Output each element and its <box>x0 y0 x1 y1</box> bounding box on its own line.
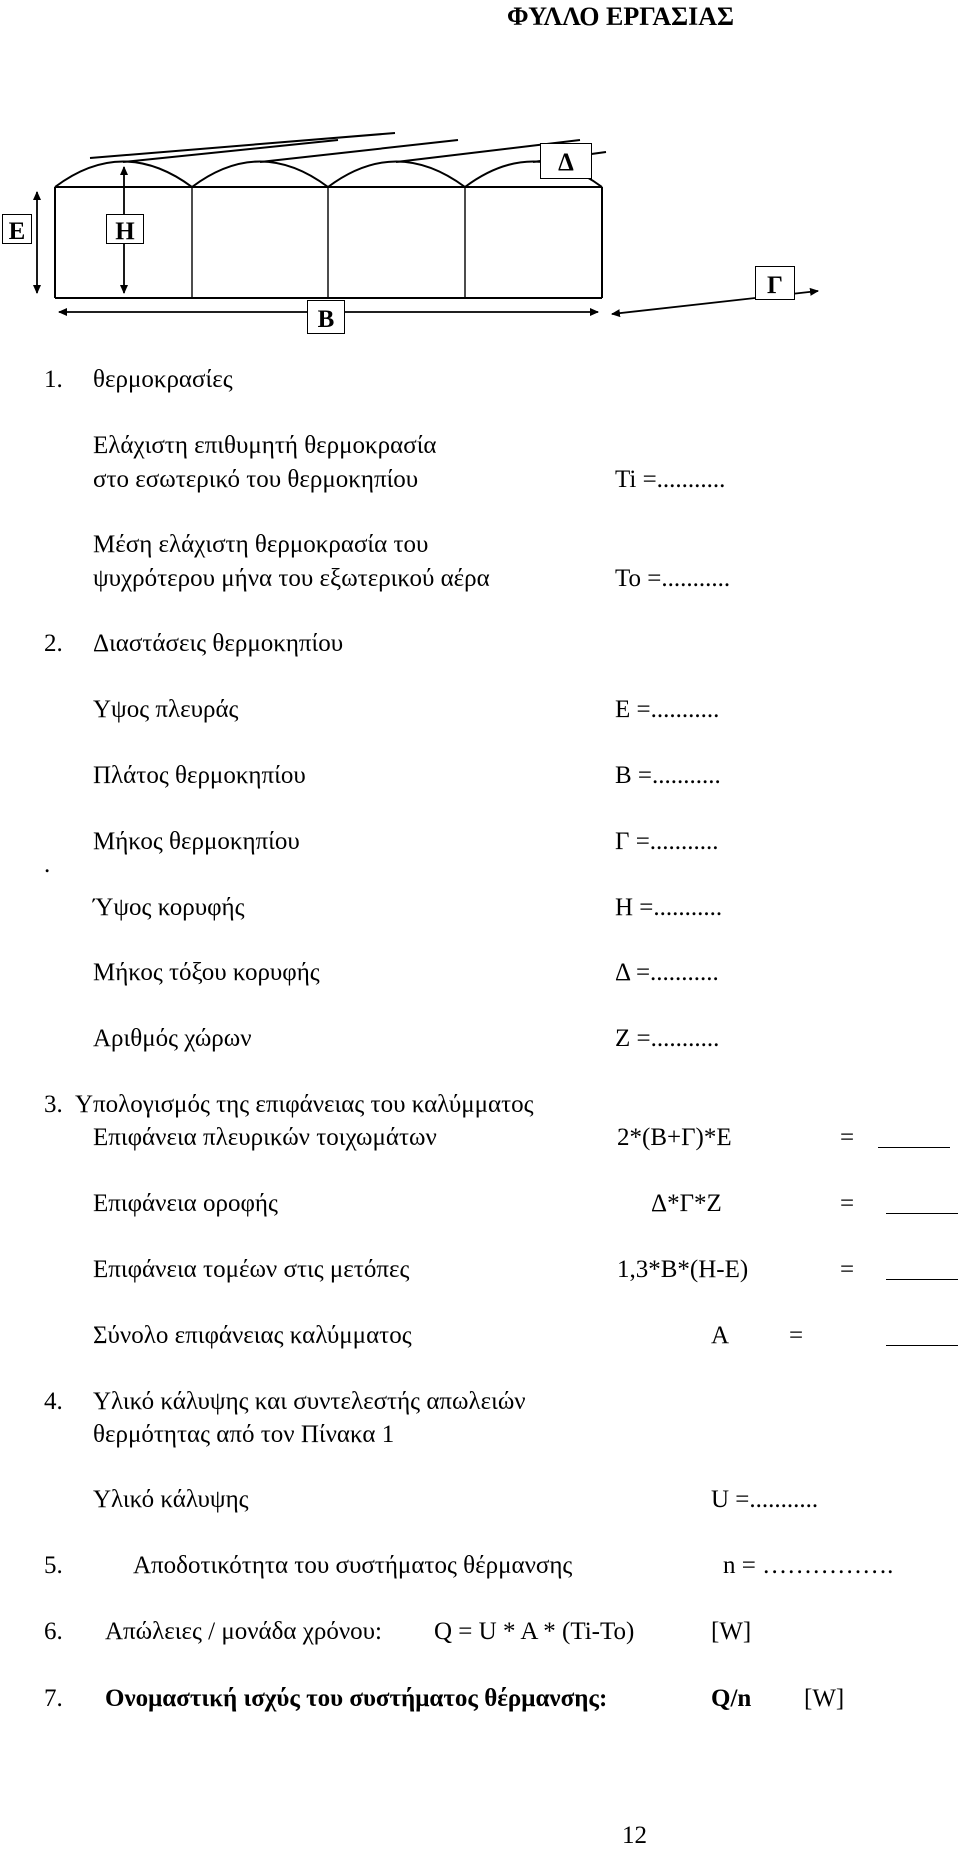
ridge-height-value: Η =........... <box>615 894 723 921</box>
section7-number: 7. <box>44 1685 63 1712</box>
length-label: Μήκος θερμοκηπίου <box>93 828 300 855</box>
label-G-box: Γ <box>755 266 795 300</box>
label-D-box: Δ <box>540 143 592 179</box>
spans-count-value: Ζ =........... <box>615 1025 720 1052</box>
section4-line1: Υλικό κάλυψης και συντελεστής απωλειών <box>93 1388 526 1415</box>
min-desired-temp-line2: στο εσωτερικό του θερμοκηπίου <box>93 466 419 493</box>
mean-min-temp-line1: Μέση ελάχιστη θερμοκρασία του <box>93 531 429 558</box>
width-value: Β =........... <box>615 762 721 789</box>
page-title: ΦΥΛΛΟ ΕΡΓΑΣΙΑΣ <box>507 2 735 31</box>
side-walls-area-formula: 2*(Β+Γ)*Ε <box>617 1124 732 1151</box>
roof-area-label: Επιφάνεια οροφής <box>93 1190 278 1217</box>
gable-area-blank <box>886 1279 958 1280</box>
section6-number: 6. <box>44 1618 63 1645</box>
total-area-eq: = <box>789 1322 804 1349</box>
material-label: Υλικό κάλυψης <box>93 1486 249 1513</box>
section2-heading: Διαστάσεις θερμοκηπίου <box>93 630 344 657</box>
gable-area-formula: 1,3*Β*(Η-Ε) <box>617 1256 749 1283</box>
roof-area-eq: = <box>840 1190 855 1217</box>
side-walls-area-blank <box>878 1147 950 1148</box>
total-area-label: Σύνολο επιφάνειας καλύμματος <box>93 1322 412 1349</box>
ridge-height-label: Ύψος κορυφής <box>93 894 245 921</box>
nominal-power-unit: [W] <box>804 1685 845 1712</box>
side-height-label: Υψος πλευράς <box>93 696 239 723</box>
label-E-box: Ε <box>2 214 32 244</box>
side-height-value: Ε =........... <box>615 696 720 723</box>
arc-length-label: Μήκος τόξου κορυφής <box>93 959 320 986</box>
section2-number: 2. <box>44 630 63 657</box>
section1-number: 1. <box>44 366 63 393</box>
min-desired-temp-line1: Ελάχιστη επιθυμητή θερμοκρασία <box>93 432 437 459</box>
section5-number: 5. <box>44 1552 63 1579</box>
section1-heading: θερμοκρασίες <box>93 366 233 393</box>
section4-line2: θερμότητας από τον Πίνακα 1 <box>93 1421 395 1448</box>
u-value: U =........... <box>711 1486 819 1513</box>
efficiency-value: n = ……………. <box>723 1552 894 1579</box>
losses-unit: [W] <box>711 1618 752 1645</box>
stray-dot: . <box>44 851 51 878</box>
length-value: Γ =........... <box>615 828 719 855</box>
mean-min-temp-line2: ψυχρότερου μήνα του εξωτερικού αέρα <box>93 565 490 592</box>
label-H-box: Η <box>106 214 144 244</box>
roof-area-formula: Δ*Γ*Ζ <box>651 1190 722 1217</box>
greenhouse-diagram <box>0 0 960 340</box>
nominal-power-formula: Q/n <box>711 1685 752 1712</box>
nominal-power-label: Ονομαστική ισχύς του συστήματος θέρμανσης: <box>105 1685 608 1712</box>
label-B-box: Β <box>307 300 345 334</box>
section3-heading: Υπολογισμός της επιφάνειας του καλύμματος <box>75 1091 534 1118</box>
total-area-blank <box>886 1345 958 1346</box>
losses-label: Απώλειες / μονάδα χρόνου: <box>105 1618 382 1645</box>
spans-count-label: Αριθμός χώρων <box>93 1025 252 1052</box>
efficiency-label: Αποδοτικότητα του συστήματος θέρμανσης <box>133 1552 573 1579</box>
to-value: To =........... <box>615 565 731 592</box>
roof-area-blank <box>886 1213 958 1214</box>
ti-value: Ti =........... <box>615 466 726 493</box>
total-area-symbol: Α <box>711 1322 730 1349</box>
side-walls-area-label: Επιφάνεια πλευρικών τοιχωμάτων <box>93 1124 437 1151</box>
page-number: 12 <box>622 1822 647 1849</box>
section4-number: 4. <box>44 1388 63 1415</box>
width-label: Πλάτος θερμοκηπίου <box>93 762 306 789</box>
section3-number: 3. <box>44 1091 63 1118</box>
side-walls-area-eq: = <box>840 1124 855 1151</box>
losses-formula: Q = U * A * (Ti-To) <box>434 1618 635 1645</box>
arc-length-value: Δ =........... <box>615 959 719 986</box>
gable-area-eq: = <box>840 1256 855 1283</box>
gable-area-label: Επιφάνεια τομέων στις μετόπες <box>93 1256 410 1283</box>
